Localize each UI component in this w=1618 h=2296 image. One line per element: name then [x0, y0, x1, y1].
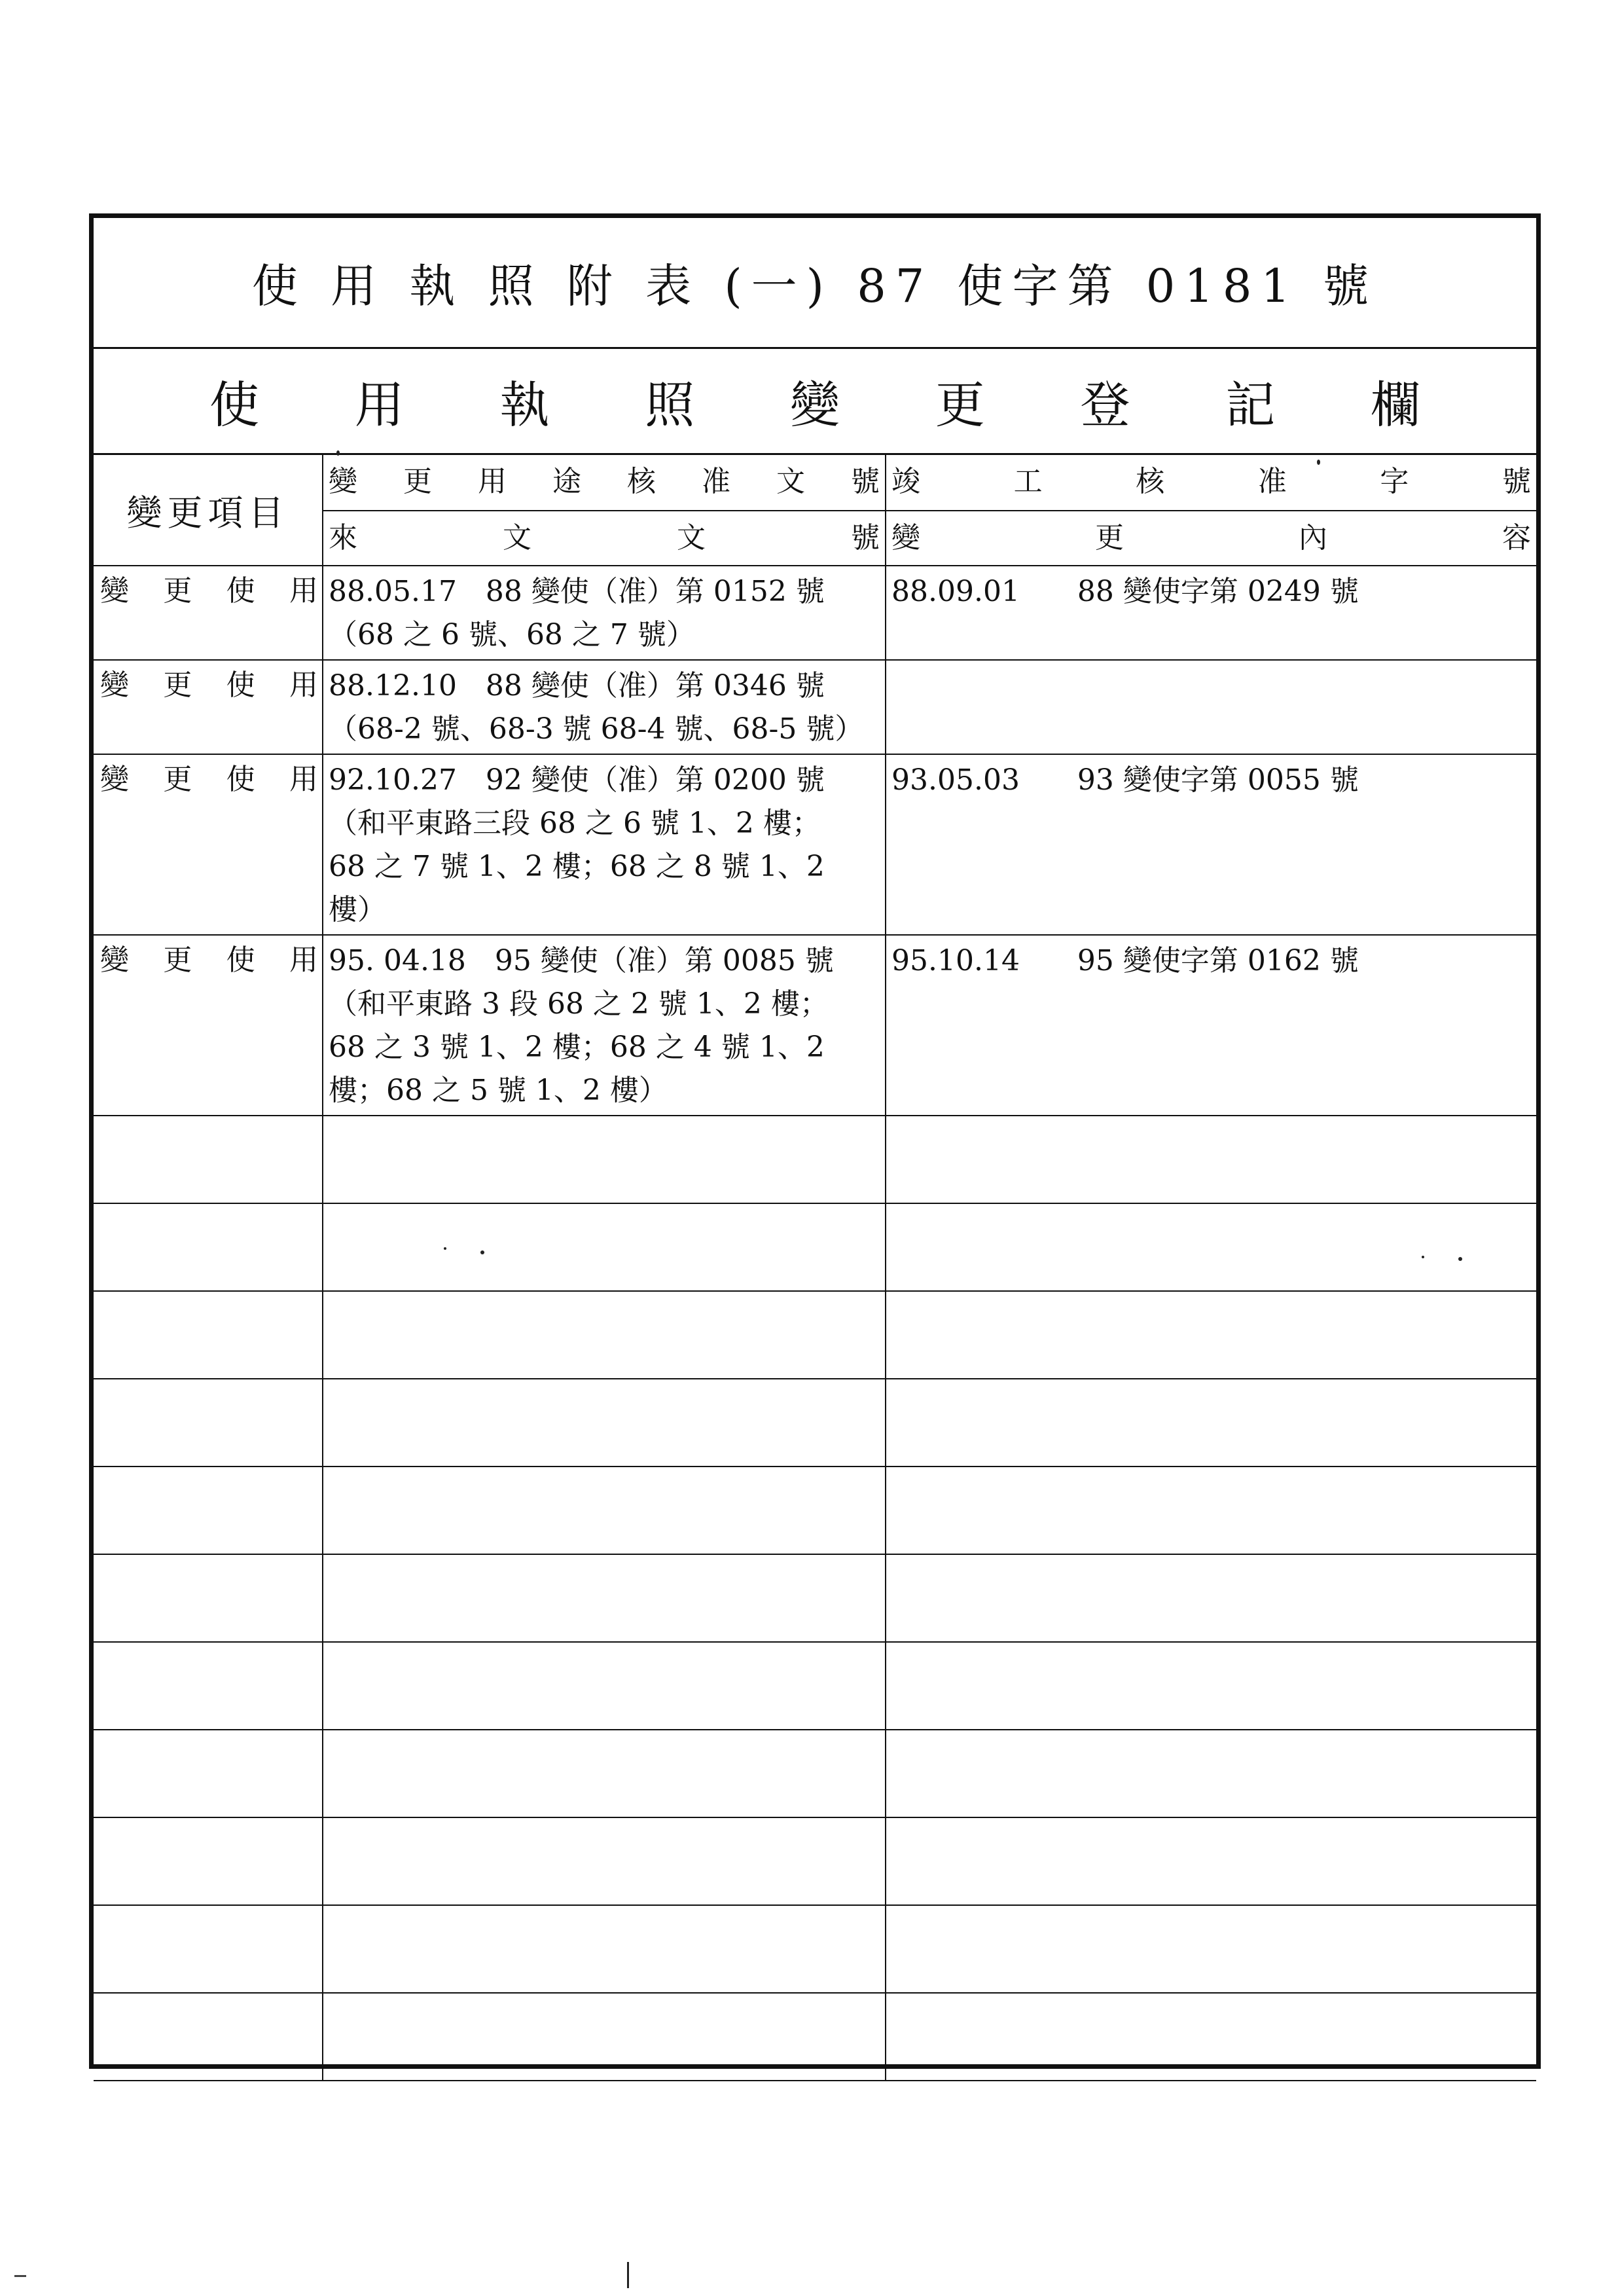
header-item: 變更項目 [126, 492, 289, 534]
section-title-char: 使 [209, 376, 259, 434]
registration-form [89, 213, 1541, 2069]
empty-cell [323, 1379, 886, 1467]
item-cell [94, 935, 323, 1116]
empty-row [94, 1467, 1536, 1554]
empty-row [94, 1116, 1536, 1203]
table-row [94, 754, 1536, 935]
empty-cell [886, 1730, 1536, 1817]
empty-row [94, 1379, 1536, 1467]
empty-cell [94, 1905, 323, 1993]
document-title: 使 用 執 照 附 表 (一) 87 使字第 0181 號 [251, 259, 1378, 313]
empty-row [94, 1554, 1536, 1642]
empty-cell [323, 1905, 886, 1993]
scan-speck [1422, 1256, 1424, 1258]
empty-cell [886, 1379, 1536, 1467]
header-item-cell [94, 455, 323, 566]
title-row [94, 218, 1536, 349]
empty-cell [94, 1379, 323, 1467]
empty-cell [886, 1905, 1536, 1993]
scan-speck [336, 450, 340, 456]
empty-row [94, 1905, 1536, 1993]
approval-cell [323, 935, 886, 1116]
empty-row [94, 1642, 1536, 1730]
empty-cell [94, 1116, 323, 1203]
completion-text: 95.10.14 95 變使字第 0162 號 [891, 944, 1359, 977]
empty-cell [323, 1817, 886, 1905]
empty-cell [886, 1642, 1536, 1730]
item-cell [94, 754, 323, 935]
empty-cell [323, 1993, 886, 2081]
empty-cell [94, 1554, 323, 1642]
item-cell [94, 566, 323, 660]
empty-cell [886, 1467, 1536, 1554]
section-title-char: 記 [1225, 376, 1276, 434]
completion-cell [886, 660, 1536, 754]
section-title-char: 登 [1080, 376, 1130, 434]
completion-cell [886, 935, 1536, 1116]
empty-cell [94, 1993, 323, 2081]
item-label: 變 更 使 用 [100, 668, 318, 702]
item-label: 變 更 使 用 [100, 574, 318, 608]
empty-cell [94, 1291, 323, 1379]
empty-cell [323, 1291, 886, 1379]
empty-row [94, 1993, 1536, 2081]
section-title [209, 365, 1420, 437]
section-title-char: 執 [499, 376, 550, 434]
completion-cell [886, 754, 1536, 935]
header-approval-bottom-cell [323, 511, 886, 566]
empty-row [94, 1730, 1536, 1817]
approval-text: 92.10.27 92 變使（准）第 0200 號 （和平東路三段 68 之 6 號 1、2 樓； 68 之 7 號 1、2 樓；68 之 8 號 1、2 樓） [329, 763, 825, 926]
empty-row [94, 1291, 1536, 1379]
empty-cell [323, 1116, 886, 1203]
table-row [94, 935, 1536, 1116]
empty-cell [94, 1817, 323, 1905]
scan-speck [480, 1250, 484, 1254]
scan-mark [14, 2275, 26, 2277]
empty-row [94, 1817, 1536, 1905]
section-title-char: 用 [354, 376, 404, 434]
scan-speck [444, 1247, 446, 1250]
approval-cell [323, 660, 886, 754]
empty-cell [94, 1730, 323, 1817]
approval-cell [323, 754, 886, 935]
item-cell [94, 660, 323, 754]
header-approval-bottom: 來 文 文 號 [329, 520, 880, 555]
approval-text: 88.12.10 88 變使（准）第 0346 號 （68-2 號、68-3 號 68-4 號、68-5 號） [329, 669, 864, 746]
empty-cell [323, 1730, 886, 1817]
empty-cell [323, 1467, 886, 1554]
section-title-char: 更 [935, 376, 985, 434]
empty-cell [886, 1993, 1536, 2081]
header-approval-top-cell [323, 455, 886, 511]
table-row [94, 566, 1536, 660]
empty-cell [886, 1291, 1536, 1379]
empty-cell [323, 1203, 886, 1291]
change-registry-table [94, 455, 1536, 2081]
empty-cell [94, 1203, 323, 1291]
empty-cell [94, 1467, 323, 1554]
empty-cell [886, 1203, 1536, 1291]
section-title-char: 變 [790, 376, 840, 434]
empty-cell [886, 1817, 1536, 1905]
header-completion-bottom-cell [886, 511, 1536, 566]
empty-row [94, 1203, 1536, 1291]
empty-cell [94, 1642, 323, 1730]
empty-cell [323, 1642, 886, 1730]
empty-cell [886, 1116, 1536, 1203]
item-label: 變 更 使 用 [100, 943, 318, 977]
table-row [94, 660, 1536, 754]
scan-speck [1317, 460, 1320, 465]
scan-mark [627, 2262, 629, 2288]
item-label: 變 更 使 用 [100, 763, 318, 796]
header-approval-top: 變 更 用 途 核 准 文 號 [329, 465, 880, 498]
header-completion-top: 竣 工 核 准 字 號 [891, 465, 1531, 498]
scan-speck [1458, 1257, 1462, 1261]
subtitle-row [94, 349, 1536, 455]
completion-text: 88.09.01 88 變使字第 0249 號 [891, 575, 1359, 608]
approval-text: 95. 04.18 95 變使（准）第 0085 號 （和平東路 3 段 68 之 2 號 1、2 樓； 68 之 3 號 1、2 樓；68 之 4 號 1、2 樓；68 之 5 號 1、2 樓） [329, 944, 834, 1107]
approval-cell [323, 566, 886, 660]
header-completion-top-cell [886, 455, 1536, 511]
completion-text [886, 661, 1536, 667]
empty-cell [886, 1554, 1536, 1642]
empty-cell [323, 1554, 886, 1642]
section-title-char: 欄 [1371, 376, 1420, 434]
approval-text: 88.05.17 88 變使（准）第 0152 號 （68 之 6 號、68 之 7 號） [329, 575, 825, 651]
completion-text: 93.05.03 93 變使字第 0055 號 [891, 763, 1359, 797]
header-completion-bottom: 變 更 內 容 [891, 520, 1531, 555]
section-title-char: 照 [645, 376, 695, 434]
completion-cell [886, 566, 1536, 660]
